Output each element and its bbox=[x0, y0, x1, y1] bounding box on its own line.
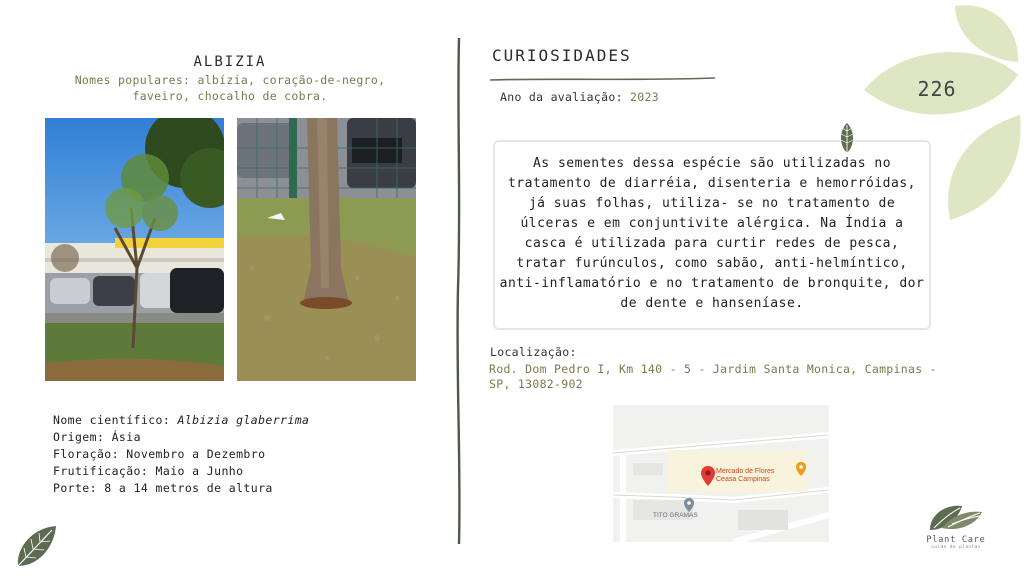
location-address: Rod. Dom Pedro I, Km 140 - 5 - Jardim Santa Monica, Campinas - SP, 13082-902 bbox=[489, 362, 937, 391]
fruiting-label: Frutificação: bbox=[53, 464, 149, 478]
title-underline bbox=[490, 68, 715, 76]
location-label: Localização: bbox=[490, 345, 577, 359]
map-place-name: Mercado de Flores bbox=[716, 468, 775, 475]
brand-name: Plant Care bbox=[926, 535, 986, 545]
column-divider bbox=[452, 38, 466, 544]
origin-value: Ásia bbox=[111, 430, 141, 444]
scientific-name-value: Albizia glaberrima bbox=[177, 413, 310, 427]
location-map[interactable] bbox=[613, 405, 829, 542]
poi-pin-icon[interactable] bbox=[684, 497, 694, 511]
fruiting-value: Maio a Junho bbox=[155, 464, 244, 478]
flowering-row bbox=[53, 446, 433, 463]
scientific-name-label: Nome científico: bbox=[53, 413, 171, 427]
leaf-icon bbox=[837, 123, 857, 157]
fruiting-row bbox=[53, 463, 433, 480]
leaf-icon bbox=[12, 522, 60, 570]
curiosities-title: CURIOSIDADES bbox=[492, 46, 632, 65]
evaluation-year bbox=[500, 90, 659, 104]
map-poi-label: TITO GRAMAS bbox=[653, 512, 698, 519]
flowering-label: Floração: bbox=[53, 447, 119, 461]
page-number: 226 bbox=[917, 77, 957, 101]
size-row bbox=[53, 480, 433, 497]
map-pin-icon[interactable] bbox=[701, 466, 715, 486]
evaluation-year-label: Ano da avaliação: bbox=[500, 90, 623, 104]
trunk-photo bbox=[237, 118, 416, 381]
tree-photo bbox=[45, 118, 224, 381]
evaluation-year-value: 2023 bbox=[630, 90, 659, 104]
curiosities-text: As sementes dessa espécie são utilizadas no tratamento de diarréia, disenteria e hemorróidas, já suas folhas, utiliza- se no tratamento de úlceras e em conjuntivite alérgica. Na Índia a casca é utilizada para curtir redes de pesca, tratar furúnculos, como sabão, anti-helmíntico, anti-inflamatório e no tratamento de bronquite, dor de dente e hanseníase. bbox=[499, 156, 925, 311]
size-value: 8 a 14 metros de altura bbox=[104, 481, 273, 495]
origin-label: Origem: bbox=[53, 430, 105, 444]
food-poi-icon[interactable] bbox=[796, 461, 806, 475]
popular-names: Nomes populares: albízia, coração-de-negro, faveiro, chocalho de cobra. bbox=[74, 73, 386, 103]
decorative-leaves bbox=[860, 0, 1024, 225]
flowering-value: Novembro a Dezembro bbox=[126, 447, 266, 461]
brand-tagline: cuide de plantas bbox=[931, 545, 981, 550]
size-label: Porte: bbox=[53, 481, 97, 495]
map-place-name-2: Ceasa Campinas bbox=[716, 476, 770, 483]
plant-care-logo bbox=[928, 502, 984, 534]
species-facts bbox=[53, 412, 433, 497]
species-title: ALBIZIA bbox=[193, 54, 267, 70]
origin-row bbox=[53, 429, 433, 446]
scientific-name-row bbox=[53, 412, 433, 429]
